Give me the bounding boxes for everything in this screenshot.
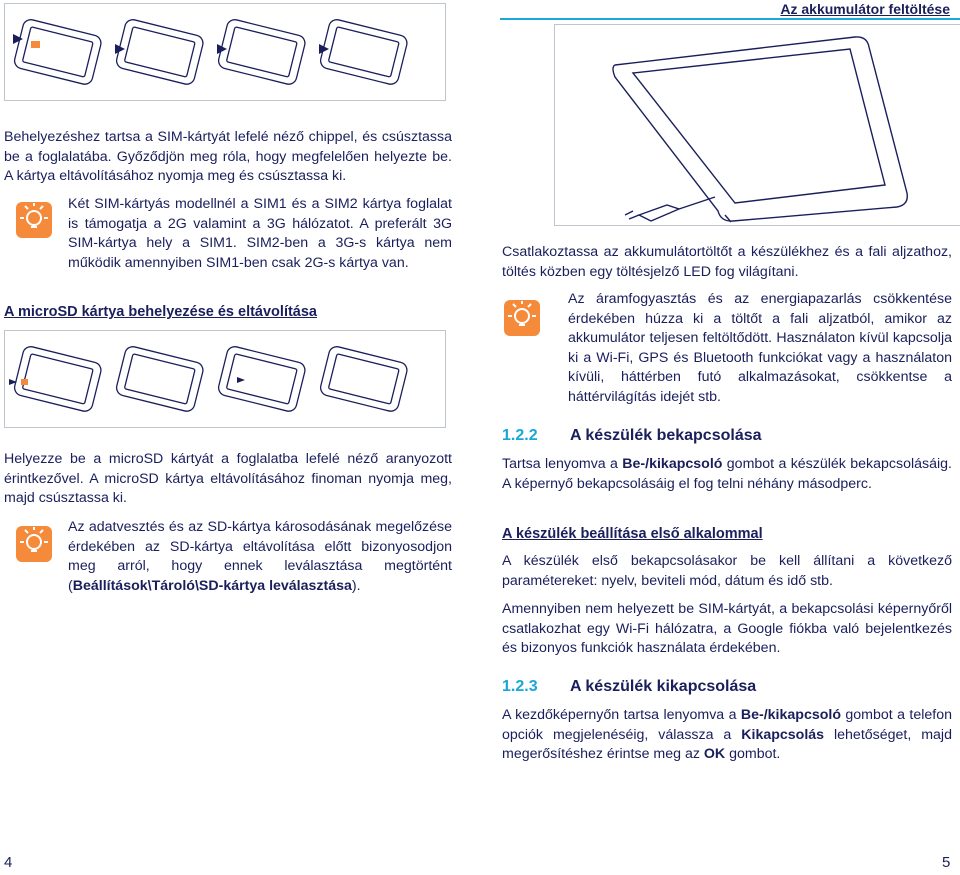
power-off-text [502, 706, 952, 765]
charger-plug-icon [625, 197, 715, 221]
microsd-tip-part: Az adatvesztés és az SD-kártya károsodásának megelőzése érdekében az SD-kártya eltávolítása előtt bizonyosodjon meg arról, hogy ennek leválasztása megtörtént ( [68, 519, 452, 594]
lightbulb-tip-icon [14, 200, 54, 240]
power-off-bold: OK [703, 746, 726, 762]
power-off-part: A kezdőképernyőn tartsa lenyomva a [502, 707, 741, 723]
power-on-part: Tartsa lenyomva a [502, 456, 623, 472]
section-title-power-off: A készülék kikapcsolása [570, 678, 757, 695]
first-setup-heading: A készülék beállítása első alkalommal [502, 526, 763, 542]
power-on-bold: Be-/kikapcsoló [622, 456, 723, 472]
power-on-part: gombot a készülék bekapcsolásáig. A képernyő bekapcsolásáig el fog telni néhány másodperc. [502, 456, 952, 492]
sim-tip-text: Két SIM-kártyás modellnél a SIM1 és a SIM2 kártya foglalat is támogatja a 2G valamint a 3G hálózatot. A preferált 3G SIM-kártya hely a SIM1. SIM2-ben a 3G-s kártya nem működik amennyiben SIM1-ben csak 2G-s kártya van. [68, 196, 452, 271]
charger-illustration [554, 24, 960, 226]
section-header-bar [500, 0, 960, 20]
power-off-bold: Be-/kikapcsoló [740, 707, 841, 723]
no-sim-text: Amennyiben nem helyezett be SIM-kártyát, a bekapcsolási képernyőről csatlakozhat egy Wi-Fi hálózatra, a Google fiókba való bejelentkezés és bizonyos funkciók használata érdekében. [502, 601, 952, 656]
first-setup-text: A készülék első bekapcsolásakor be kell állítani a következő paramétereket: nyelv, beviteli mód, dátum és idő stb. [502, 553, 952, 589]
microsd-tip-part: ). [351, 577, 361, 594]
sim-insert-illustration [4, 3, 446, 101]
power-on-text [502, 455, 952, 494]
page-number-right: 5 [942, 854, 951, 871]
sim-insert-text: Behelyezéshez tartsa a SIM-kártyát lefelé néző chippel, és csúsztassa be a foglalatába. Győződjön meg róla, hogy megfelelően helyezte be. A kártya eltávolításához nyomja meg és csúsztassa ki. [4, 129, 452, 184]
section-title-power-on: A készülék bekapcsolása [570, 427, 762, 444]
microsd-heading: A microSD kártya behelyezése és eltávolítása [4, 304, 317, 320]
lightbulb-tip-icon [14, 524, 54, 564]
power-off-part: gombot. [725, 746, 781, 762]
power-off-part: gombot a telefon opciók megjelenéséig, válassza a [502, 707, 952, 743]
page-number-left: 4 [4, 854, 13, 871]
power-off-bold: Kikapcsolás [741, 726, 825, 743]
microsd-insert-text: Helyezze be a microSD kártyát a foglalatba lefelé néző aranyozott érintkezővel. A microSD kártya eltávolításához finoman nyomja meg, majd csúsztassa ki. [4, 451, 452, 506]
sim-card-icon [13, 34, 329, 54]
section-number-1-2-2: 1.2.2 [502, 427, 538, 444]
power-off-part: lehetőséget, majd megerősítéshez érintse meg az [502, 726, 952, 762]
lightbulb-tip-icon [502, 298, 542, 338]
section-header-title: Az akkumulátor feltöltése [780, 1, 950, 17]
microsd-insert-illustration [4, 330, 446, 428]
charge-text: Csatlakoztassa az akkumulátortöltőt a készülékhez és a fali aljzathoz, töltés közben egy töltésjelző LED fog világítani. [502, 244, 952, 280]
microsd-tip-text [68, 518, 452, 596]
charge-tip-text: Az áramfogyasztás és az energiapazarlás csökkentése érdekében húzza ki a töltőt a fali aljzatból, amikor az akkumulátor teljesen feltöltődött. Használaton kívül kapcsolja ki a Wi-Fi, GPS és Bluetooth funkciókat vagy a használaton kívüli, háttérben futó alkalmazásokat, csökkentse a háttérvilágítás idejét stb. [568, 291, 952, 405]
section-number-1-2-3: 1.2.3 [502, 678, 538, 695]
microsd-tip-bold: Beállítások\Tároló\SD-kártya leválasztása [72, 577, 352, 594]
